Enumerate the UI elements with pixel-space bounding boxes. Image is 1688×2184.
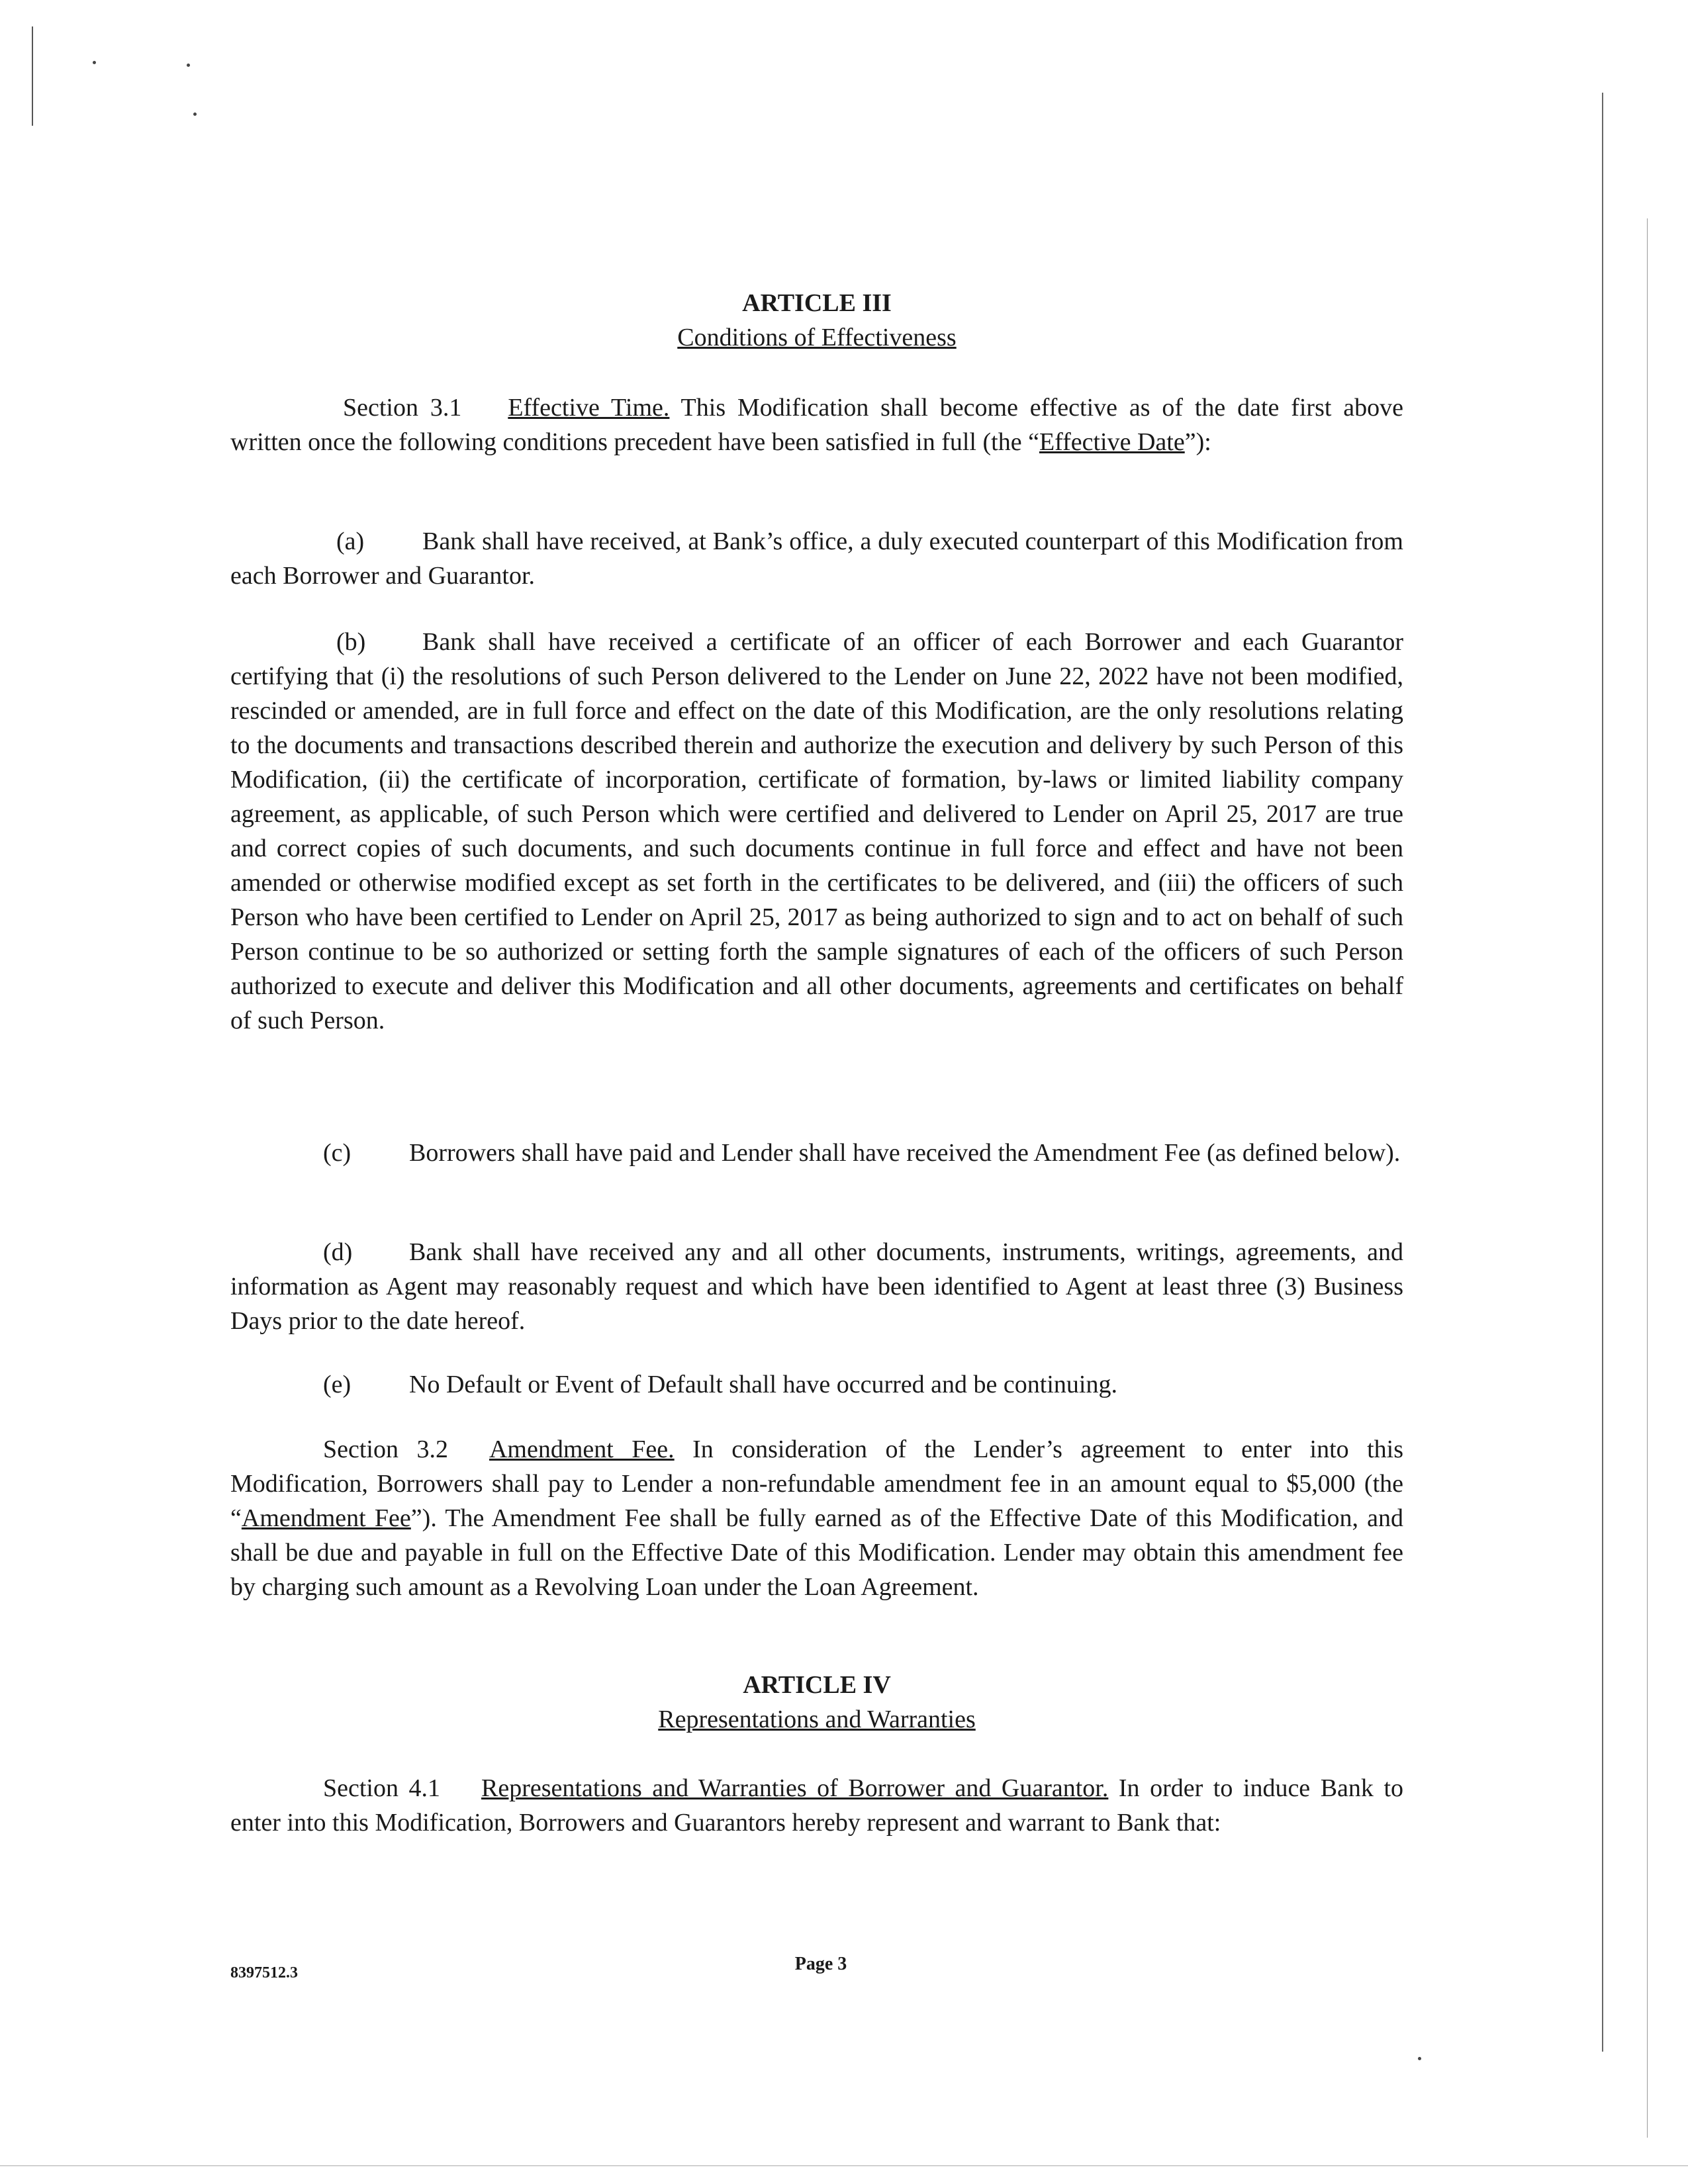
condition-b-text: Bank shall have received a certificate of an officer of each Borrower and each Guarantor certifying that (i) the resolutions of such Person delivered to the Lender on June 22, 2022 have not been modified, rescinded or amended, are in full force and effect on the date of this Modification, are the only resolutions relating to the documents and transactions described therein and authorize the execution and delivery by such Person of this Modification, (ii) the certificate of incorporation, certificate of formation, by-laws or limited liability company agreement, as applicable, of such Person which were certified and delivered to Lender on April 25, 2017 are true and correct copies of such documents, and such documents continue in full force and effect and have not been amended or otherwise modified except as set forth in the certificates to be delivered, and (iii) the officers of such Person who have been certified to Lender on April 25, 2017 as being authorized to sign and to act on behalf of such Person continue to be so authorized or setting forth the sample signatures of each of the officers of such Person authorized to execute and deliver this Modification and all other documents, agreements and certificates on behalf of such Person.	[230, 628, 1403, 1034]
scan-speck	[193, 113, 197, 116]
scan-edge-bottom	[0, 2165, 1688, 2166]
article-4-title: ARTICLE IV	[743, 1671, 891, 1699]
condition-d-text: Bank shall have received any and all other documents, instruments, writings, agreements, and information as Agent may reasonably request and which have been identified to Agent at least three (3) Business Days prior to the date hereof.	[230, 1238, 1403, 1335]
article-3-title: ARTICLE III	[742, 289, 892, 317]
section-3-1-number: Section 3.1	[343, 394, 462, 422]
condition-b	[230, 625, 1403, 1038]
document-id: 8397512.3	[230, 1964, 298, 1981]
section-3-2-number: Section 3.2	[323, 1435, 448, 1463]
scan-speck	[1418, 2057, 1421, 2060]
section-4-1-heading: Representations and Warranties of Borrower and Guarantor.	[481, 1774, 1109, 1802]
article-4-subtitle: Representations and Warranties	[658, 1706, 976, 1733]
article-4-heading	[230, 1668, 1403, 1737]
scan-edge-left	[32, 26, 33, 126]
section-3-1-text: This Modification shall become effective as of the date first above written once the following conditions precedent have been satisfied in full (the “	[230, 394, 1404, 456]
section-4-1-text: In order to induce Bank to enter into this Modification, Borrowers and Guarantors hereby represent and warrant to Bank that:	[230, 1774, 1404, 1837]
page-number: Page 3	[794, 1954, 847, 1974]
scan-edge-right-inner	[1647, 218, 1648, 2138]
effective-date-term: Effective Date	[1039, 428, 1185, 456]
section-4-1	[230, 1771, 1403, 1840]
section-3-2-text: In consideration of the Lender’s agreement to enter into this Modification, Borrowers shall pay to Lender a non-refundable amendment fee in an amount equal to $5,000 (the “	[230, 1435, 1404, 1532]
condition-c	[230, 1136, 1403, 1170]
condition-c-text: Borrowers shall have paid and Lender shall have received the Amendment Fee (as defined below).	[409, 1139, 1401, 1167]
article-3-subtitle: Conditions of Effectiveness	[677, 324, 957, 351]
condition-a-text: Bank shall have received, at Bank’s office, a duly executed counterpart of this Modification from each Borrower and Guarantor.	[230, 527, 1403, 590]
condition-e-label: (e)	[323, 1371, 352, 1398]
section-3-1-heading: Effective Time.	[508, 394, 670, 422]
condition-e-text: No Default or Event of Default shall have occurred and be continuing.	[409, 1371, 1117, 1398]
condition-b-label: (b)	[336, 628, 366, 656]
section-3-2	[230, 1432, 1403, 1604]
section-3-1	[230, 390, 1403, 459]
scan-speck	[93, 61, 96, 64]
section-3-1-text-end: ”):	[1184, 428, 1211, 456]
section-3-2-heading: Amendment Fee.	[489, 1435, 675, 1463]
condition-c-label: (c)	[323, 1139, 352, 1167]
condition-e	[230, 1367, 1403, 1402]
condition-a-label: (a)	[336, 527, 365, 555]
section-3-2-text-end: ”). The Amendment Fee shall be fully earned as of the Effective Date of this Modification, and shall be due and payable in full on the Effective Date of this Modification. Lender may obtain this amendment fee by charging such amount as a Revolving Loan under the Loan Agreement.	[230, 1504, 1404, 1601]
amendment-fee-term: Amendment Fee	[241, 1504, 411, 1532]
section-4-1-number: Section 4.1	[323, 1774, 441, 1802]
scan-speck	[187, 64, 190, 67]
article-3-heading	[230, 286, 1403, 355]
scan-edge-right	[1602, 93, 1603, 2052]
condition-d-label: (d)	[323, 1238, 353, 1266]
condition-a	[230, 524, 1403, 593]
condition-d	[230, 1235, 1403, 1338]
